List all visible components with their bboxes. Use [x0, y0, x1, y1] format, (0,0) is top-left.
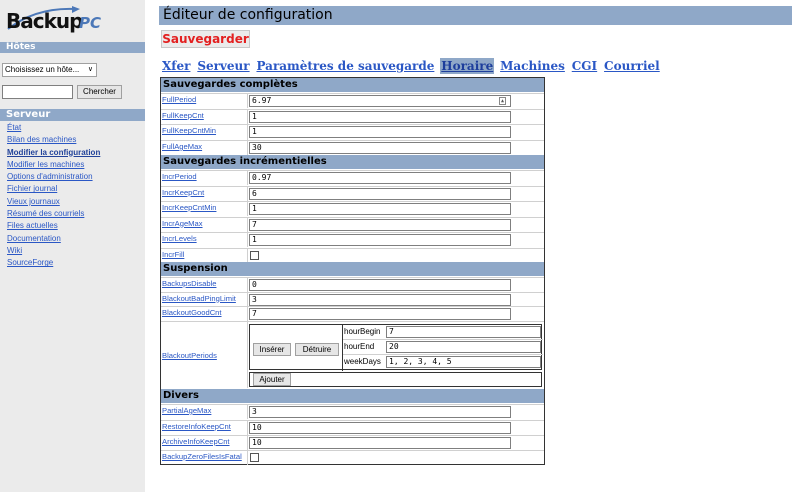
field-label[interactable]: BlackoutBadPingLimit — [162, 293, 236, 303]
label-cell — [161, 110, 248, 124]
tab-server[interactable]: Serveur — [197, 59, 250, 73]
field-label[interactable]: IncrKeepCnt — [162, 187, 205, 197]
incrlevels-input[interactable]: 1 — [249, 234, 511, 246]
chevron-down-icon: ∨ — [87, 66, 93, 73]
field-label[interactable]: RestoreInfoKeepCnt — [162, 421, 231, 431]
field-label[interactable]: IncrLevels — [162, 234, 197, 243]
hourend-label: hourEnd — [344, 342, 375, 351]
label-cell — [161, 322, 248, 388]
tab-hosts[interactable]: Machines — [500, 59, 565, 73]
config-row-archiveinfokeepcnt — [161, 435, 544, 450]
label-cell — [161, 125, 248, 139]
incrkeepcnt-input[interactable]: 6 — [249, 188, 511, 200]
config-row-incrfill — [161, 248, 544, 263]
field-label[interactable]: IncrKeepCntMin — [162, 203, 217, 212]
host-select[interactable] — [2, 63, 97, 77]
blackout-period-entry — [249, 324, 542, 370]
label-cell — [161, 405, 248, 419]
config-row-partialagemax — [161, 404, 544, 419]
hourbegin-input[interactable]: 7 — [386, 326, 541, 338]
section-heading-suspension: Suspension — [161, 262, 544, 276]
nav-link-host-summary[interactable]: Bilan des machines — [7, 135, 77, 145]
config-row-incrkeepcntmin — [161, 201, 544, 216]
logo-text: Backup — [6, 9, 83, 33]
field-label[interactable]: FullAgeMax — [162, 142, 203, 151]
blackout-fields — [342, 325, 542, 371]
field-label[interactable]: BackupZeroFilesIsFatal — [162, 452, 242, 461]
nav-link-current-queues[interactable]: Files actuelles — [7, 221, 58, 231]
tab-xfer[interactable]: Xfer — [162, 59, 191, 73]
config-row-restoreinfokeepcnt — [161, 420, 544, 435]
nav-link-email-summary[interactable]: Résumé des courriels — [7, 209, 85, 219]
incrperiod-input[interactable]: 0.97 — [249, 172, 511, 184]
host-search-input[interactable] — [2, 85, 73, 99]
label-cell — [161, 278, 248, 292]
blackoutgoodcnt-input[interactable]: 7 — [249, 308, 511, 320]
incragemax-input[interactable]: 7 — [249, 219, 511, 231]
incrfill-checkbox[interactable] — [250, 251, 259, 260]
nav-link-old-logs[interactable]: Vieux journaux — [7, 196, 60, 206]
hosts-heading: Hôtes — [0, 42, 145, 53]
field-label[interactable]: BlackoutPeriods — [162, 351, 217, 360]
config-row-incrperiod — [161, 170, 544, 185]
label-cell — [161, 94, 248, 108]
add-button[interactable]: Ajouter — [253, 373, 291, 386]
label-cell — [161, 218, 248, 232]
archiveinfokeepcnt-input[interactable]: 10 — [249, 437, 511, 449]
label-cell — [161, 187, 248, 201]
section-heading-misc: Divers — [161, 389, 544, 403]
nav-link-admin-options[interactable]: Options d'administration — [7, 172, 93, 182]
search-button[interactable]: Chercher — [77, 85, 122, 99]
field-label[interactable]: IncrFill — [162, 249, 185, 259]
label-cell — [161, 249, 248, 263]
blackoutbadpinglimit-input[interactable]: 3 — [249, 294, 511, 306]
page-title: Éditeur de configuration — [159, 6, 792, 25]
nav-link-status[interactable]: État — [7, 123, 22, 132]
hourend-input[interactable]: 20 — [386, 341, 541, 353]
hourend-line — [343, 340, 543, 355]
tab-cgi[interactable]: CGI — [571, 59, 598, 73]
nav-link-documentation[interactable]: Documentation — [7, 233, 61, 243]
partialagemax-input[interactable]: 3 — [249, 406, 511, 418]
config-row-blackoutbadpinglimit — [161, 292, 544, 307]
nav-link-sourceforge[interactable]: SourceForge — [7, 258, 54, 268]
fullkeepcnt-input[interactable]: 1 — [249, 111, 511, 123]
field-label[interactable]: BlackoutGoodCnt — [162, 308, 222, 317]
server-heading: Serveur — [0, 109, 145, 121]
spinner-icon[interactable]: ▲ — [500, 98, 504, 104]
nav-link-wiki[interactable]: Wiki — [7, 245, 23, 255]
input-value: 6.97 — [252, 96, 272, 105]
config-row-fullperiod — [161, 93, 544, 108]
field-label[interactable]: PartialAgeMax — [162, 406, 212, 415]
backuppc-logo[interactable] — [6, 5, 136, 35]
config-row-incragemax — [161, 217, 544, 232]
backupsdisable-input[interactable]: 0 — [249, 279, 511, 291]
weekdays-label: weekDays — [344, 357, 381, 366]
tab-email[interactable]: Courriel — [604, 59, 660, 73]
logo-suffix: PC — [79, 14, 102, 32]
fullagemax-input[interactable]: 30 — [249, 142, 511, 154]
fullperiod-input[interactable] — [249, 95, 511, 107]
weekdays-line — [343, 355, 543, 370]
label-cell — [161, 171, 248, 185]
nav-link-edit-hosts[interactable]: Modifier les machines — [7, 159, 85, 169]
field-label[interactable]: IncrPeriod — [162, 172, 197, 181]
server-nav — [7, 122, 100, 270]
delete-button[interactable]: Détruire — [295, 343, 339, 356]
host-select-value: Choisissez un hôte... — [5, 65, 80, 74]
field-label[interactable]: IncrAgeMax — [162, 218, 203, 228]
field-label[interactable]: FullKeepCntMin — [162, 126, 217, 136]
field-label[interactable]: FullKeepCnt — [162, 110, 204, 120]
config-row-fullkeepcnt — [161, 109, 544, 124]
incrkeepcntmin-input[interactable]: 1 — [249, 203, 511, 215]
sidebar — [0, 0, 145, 492]
label-cell — [161, 141, 248, 155]
config-row-fullagemax — [161, 140, 544, 155]
tab-backup-settings[interactable]: Paramètres de sauvegarde — [256, 59, 435, 73]
label-cell — [161, 421, 248, 435]
label-cell — [161, 202, 248, 216]
config-row-fullkeepcntmin — [161, 124, 544, 139]
add-cell — [249, 372, 542, 387]
field-label[interactable]: ArchiveInfoKeepCnt — [162, 437, 230, 446]
backupzerofilesisfatal-checkbox[interactable] — [250, 453, 259, 462]
config-row-backupsdisable — [161, 277, 544, 292]
label-cell — [161, 307, 248, 321]
config-tabs — [161, 58, 663, 74]
config-row-incrkeepcnt — [161, 186, 544, 201]
weekdays-input[interactable]: 1, 2, 3, 4, 5 — [386, 356, 541, 368]
config-table — [160, 77, 545, 465]
save-button[interactable]: Sauvegarder — [162, 32, 249, 46]
nav-link-log-file[interactable]: Fichier journal — [7, 184, 58, 194]
config-row-blackoutperiods — [161, 321, 544, 388]
config-row-backupzerofilesisfatal — [161, 450, 544, 465]
hourbegin-line — [343, 325, 543, 340]
section-heading-incremental: Sauvegardes incrémentielles — [161, 155, 544, 169]
label-cell — [161, 451, 248, 465]
insert-button[interactable]: Insérer — [253, 343, 291, 356]
fullkeepcntmin-input[interactable]: 1 — [249, 126, 511, 138]
config-row-incrlevels — [161, 232, 544, 247]
label-cell — [161, 233, 248, 247]
label-cell — [161, 436, 248, 450]
field-label[interactable]: BackupsDisable — [162, 279, 217, 288]
label-cell — [161, 293, 248, 307]
restoreinfokeepcnt-input[interactable]: 10 — [249, 422, 511, 434]
hourbegin-label: hourBegin — [344, 327, 381, 336]
nav-link-edit-config[interactable]: Modifier la configuration — [7, 147, 101, 157]
section-heading-full: Sauvegardes complètes — [161, 78, 544, 92]
field-label[interactable]: FullPeriod — [162, 95, 197, 104]
config-row-blackoutgoodcnt — [161, 306, 544, 321]
tab-schedule[interactable]: Horaire — [441, 59, 494, 73]
